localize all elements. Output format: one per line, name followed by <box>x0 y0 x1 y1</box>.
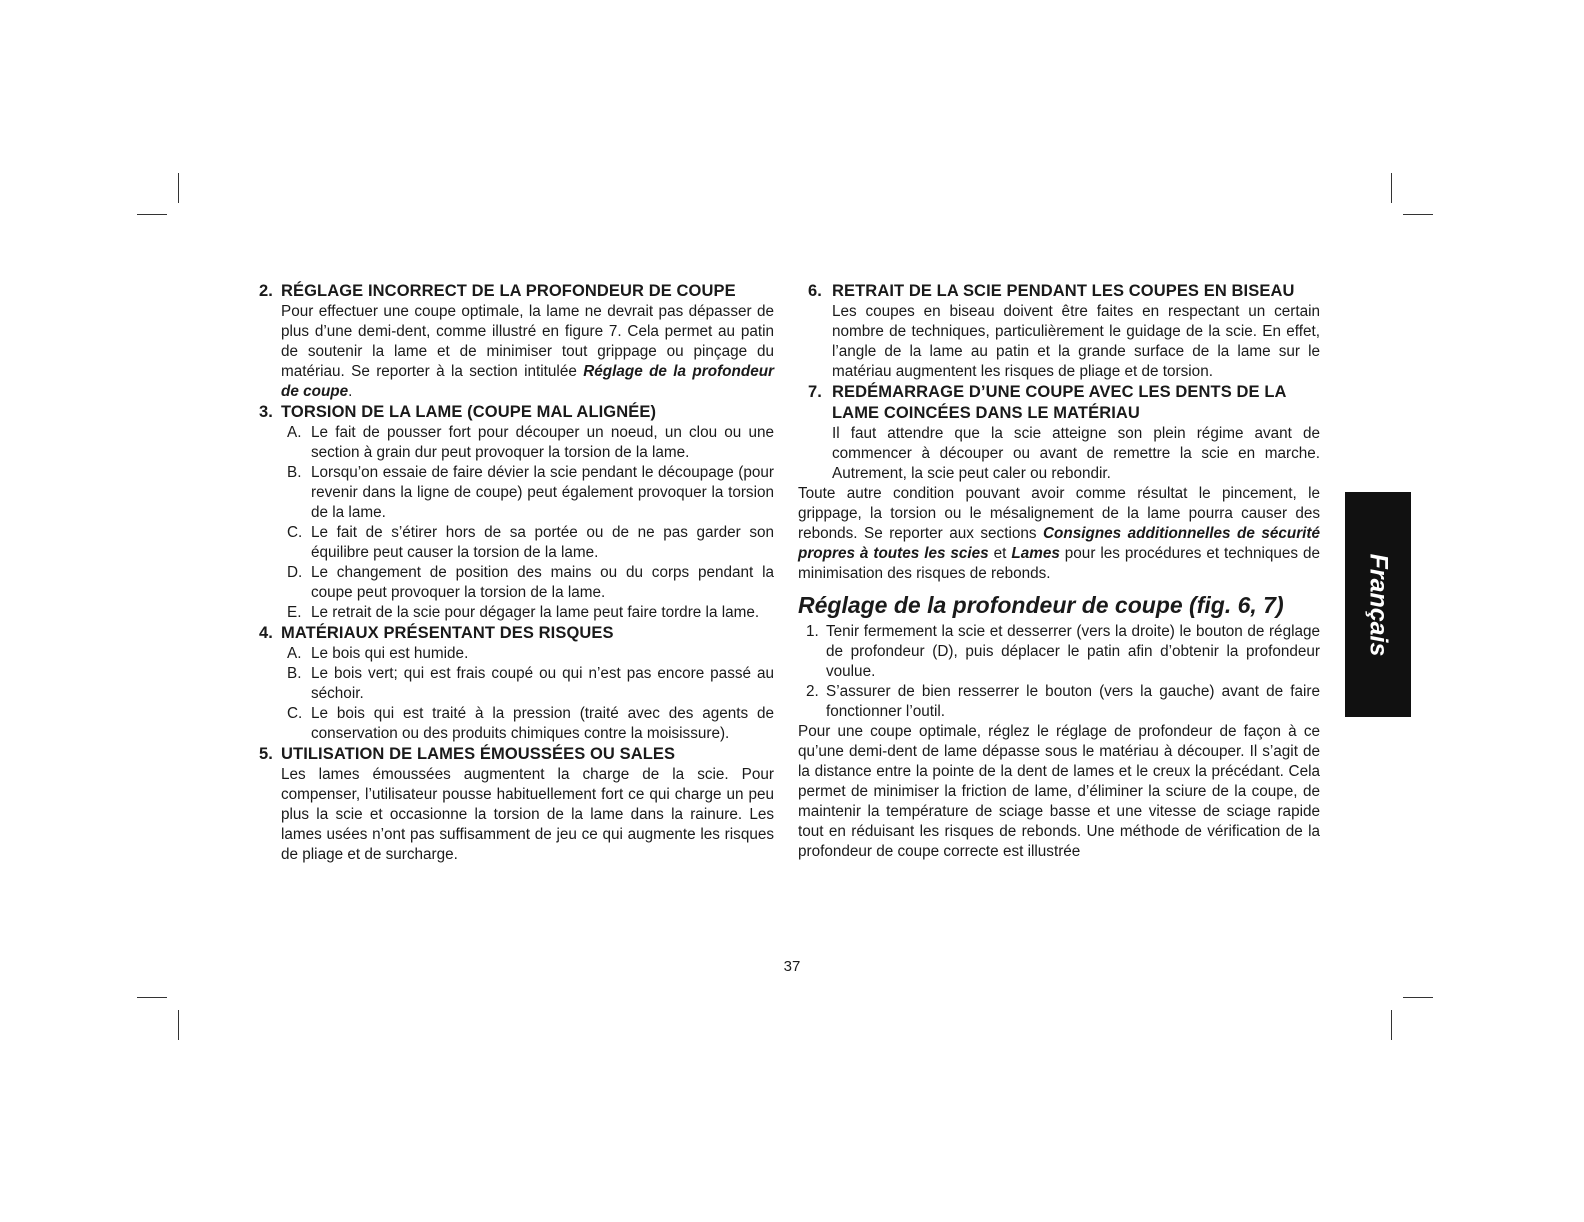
other-conditions-paragraph <box>798 484 1320 584</box>
numbered-step <box>806 682 1320 722</box>
section-reference: Réglage de la profondeur de coupe <box>281 363 775 400</box>
crop-mark-top-left-h <box>137 214 167 215</box>
crop-mark-bottom-right-v <box>1391 1010 1392 1040</box>
item-marker: C. <box>287 705 303 722</box>
paragraph-text: pour les procédures et techniques de minimisation des risques de rebonds. <box>798 545 1321 582</box>
section-title-text: REDÉMARRAGE D’UNE COUPE AVEC LES DENTS DE LA LAME COINCÉES DANS LE MATÉRIAU <box>832 383 1286 422</box>
section-reference: Consignes additionnelles de sécurité propres à toutes les scies <box>798 525 1321 562</box>
section-reference: Lames <box>1011 545 1060 562</box>
item-marker: C. <box>287 524 303 541</box>
section-number: 4. <box>259 624 273 642</box>
section-paragraph <box>281 302 774 402</box>
list-item <box>287 664 774 704</box>
list-item <box>287 563 774 603</box>
item-text: Lorsqu’on essaie de faire dévier la scie pendant le découpage (pour revenir dans la ligne de coupe) peut également provoquer la torsion de la lame. <box>311 464 774 521</box>
right-column <box>798 281 1320 862</box>
item-marker: E. <box>287 604 302 621</box>
language-tab-label: Français <box>1364 553 1393 656</box>
list-item <box>287 423 774 463</box>
section-6 <box>798 281 1320 382</box>
section-number: 5. <box>259 745 273 763</box>
section-5 <box>259 744 774 865</box>
item-text: Le bois qui est traité à la pression (traité avec des agents de conservation ou des produits chimiques contre la moisissure). <box>311 705 774 742</box>
crop-mark-top-left-v <box>178 173 179 203</box>
item-text: Le retrait de la scie pour dégager la lame peut faire tordre la lame. <box>311 604 760 621</box>
section-2 <box>259 281 774 402</box>
item-text: Le bois qui est humide. <box>311 645 469 662</box>
paragraph-text: et <box>993 545 1007 562</box>
crop-mark-bottom-right-h <box>1403 997 1433 998</box>
section-number: 3. <box>259 403 273 421</box>
step-text: S’assurer de bien resserrer le bouton (vers la gauche) avant de faire fonctionner l’outil. <box>826 683 1320 720</box>
page-number: 37 <box>783 958 801 975</box>
section-paragraph: Les lames émoussées augmentent la charge de la scie. Pour compenser, l’utilisateur pousse habituellement fort ce qui charge un peu plus la scie et occasionne la torsion de la lame dans la rainure. Les lames usées n’ont pas suffisamment de jeu ce qui augmente les risques de pliage et de surcharge. <box>281 766 774 863</box>
crop-mark-top-right-v <box>1391 173 1392 203</box>
step-number: 1. <box>806 623 819 640</box>
section-title <box>259 402 774 423</box>
section-title <box>259 281 774 302</box>
item-marker: B. <box>287 665 302 682</box>
left-column <box>259 281 774 865</box>
language-tab <box>1345 492 1411 717</box>
paragraph-text: Toute autre condition pouvant avoir comme résultat le pincement, le grippage, la torsion ou le mésalignement de la lame pourra causer des rebonds. Se reporter aux sections <box>798 485 1320 542</box>
list-item <box>287 463 774 523</box>
section-title-text: RETRAIT DE LA SCIE PENDANT LES COUPES EN BISEAU <box>832 282 1295 300</box>
section-title <box>259 744 774 765</box>
crop-mark-bottom-left-h <box>137 997 167 998</box>
section-paragraph: Il faut attendre que la scie atteigne son plein régime avant de commencer à découper ou avant de remettre la scie en marche. Autrement, la scie peut caler ou rebondir. <box>832 425 1320 482</box>
item-marker: A. <box>287 424 302 441</box>
section-title-text: TORSION DE LA LAME (COUPE MAL ALIGNÉE) <box>281 403 657 421</box>
section-title <box>798 382 1320 424</box>
list-item <box>287 644 774 664</box>
list-item <box>287 704 774 744</box>
item-marker: B. <box>287 464 302 481</box>
section-4 <box>259 623 774 744</box>
section-number: 6. <box>808 282 822 300</box>
paragraph-end: . <box>348 383 353 400</box>
step-number: 2. <box>806 683 819 700</box>
section-title-text: MATÉRIAUX PRÉSENTANT DES RISQUES <box>281 624 614 642</box>
item-marker: A. <box>287 645 302 662</box>
crop-mark-bottom-left-v <box>178 1010 179 1040</box>
item-text: Le changement de position des mains ou du corps pendant la coupe peut provoquer la torsion de la lame. <box>311 564 774 601</box>
section-number: 2. <box>259 282 273 300</box>
crop-mark-top-right-h <box>1403 214 1433 215</box>
list-item <box>287 523 774 563</box>
item-marker: D. <box>287 564 303 581</box>
paragraph-text: Pour effectuer une coupe optimale, la lame ne devrait pas dépasser de plus d’une demi-dent, comme illustré en figure 7. Cela permet au patin de soutenir la lame et de minimiser tout grippage ou pinçage du matériau. Se reporter à la section intitulée <box>281 303 774 380</box>
item-text: Le bois vert; qui est frais coupé ou qui n’est pas encore passé au séchoir. <box>311 665 774 702</box>
numbered-step <box>806 622 1320 682</box>
section-title <box>259 623 774 644</box>
section-title <box>798 281 1320 302</box>
section-3 <box>259 402 774 623</box>
section-title-text: RÉGLAGE INCORRECT DE LA PROFONDEUR DE COUPE <box>281 282 736 300</box>
section-title-text: UTILISATION DE LAMES ÉMOUSSÉES OU SALES <box>281 745 676 763</box>
item-text: Le fait de pousser fort pour découper un noeud, un clou ou une section à grain dur peut provoquer la torsion de la lame. <box>311 424 774 461</box>
item-text: Le fait de s’étirer hors de sa portée ou de ne pas garder son équilibre peut causer la torsion de la lame. <box>311 524 774 561</box>
list-item <box>287 603 774 623</box>
closing-paragraph: Pour une coupe optimale, réglez le réglage de profondeur de façon à ce qu’une demi-dent de lame dépasse sous le matériau à découper. Il s’agit de la distance entre la pointe de la dent de lames et le creux la précédant. Cela permet de minimiser la friction de lame, d’éliminer la sciure de la coupe, de maintenir la température de sciage basse et une vitesse de sciage rapide tout en réduisant les risques de rebonds. Une méthode de vérification de la profondeur de coupe correcte est illustrée <box>798 723 1320 860</box>
section-paragraph: Les coupes en biseau doivent être faites en respectant un certain nombre de techniques, particulièrement le guidage de la scie. En effet, l’angle de la lame au patin et la grande surface de la lame sur le matériau augmentent les risques de pliage et de torsion. <box>832 303 1320 380</box>
section-number: 7. <box>808 383 822 401</box>
section-7 <box>798 382 1320 484</box>
depth-adjustment-heading: Réglage de la profondeur de coupe (fig. 6, 7) <box>798 592 1284 618</box>
step-text: Tenir fermement la scie et desserrer (vers la droite) le bouton de réglage de profondeur (D), puis déplacer le patin afin d’obtenir la profondeur voulue. <box>826 623 1320 680</box>
